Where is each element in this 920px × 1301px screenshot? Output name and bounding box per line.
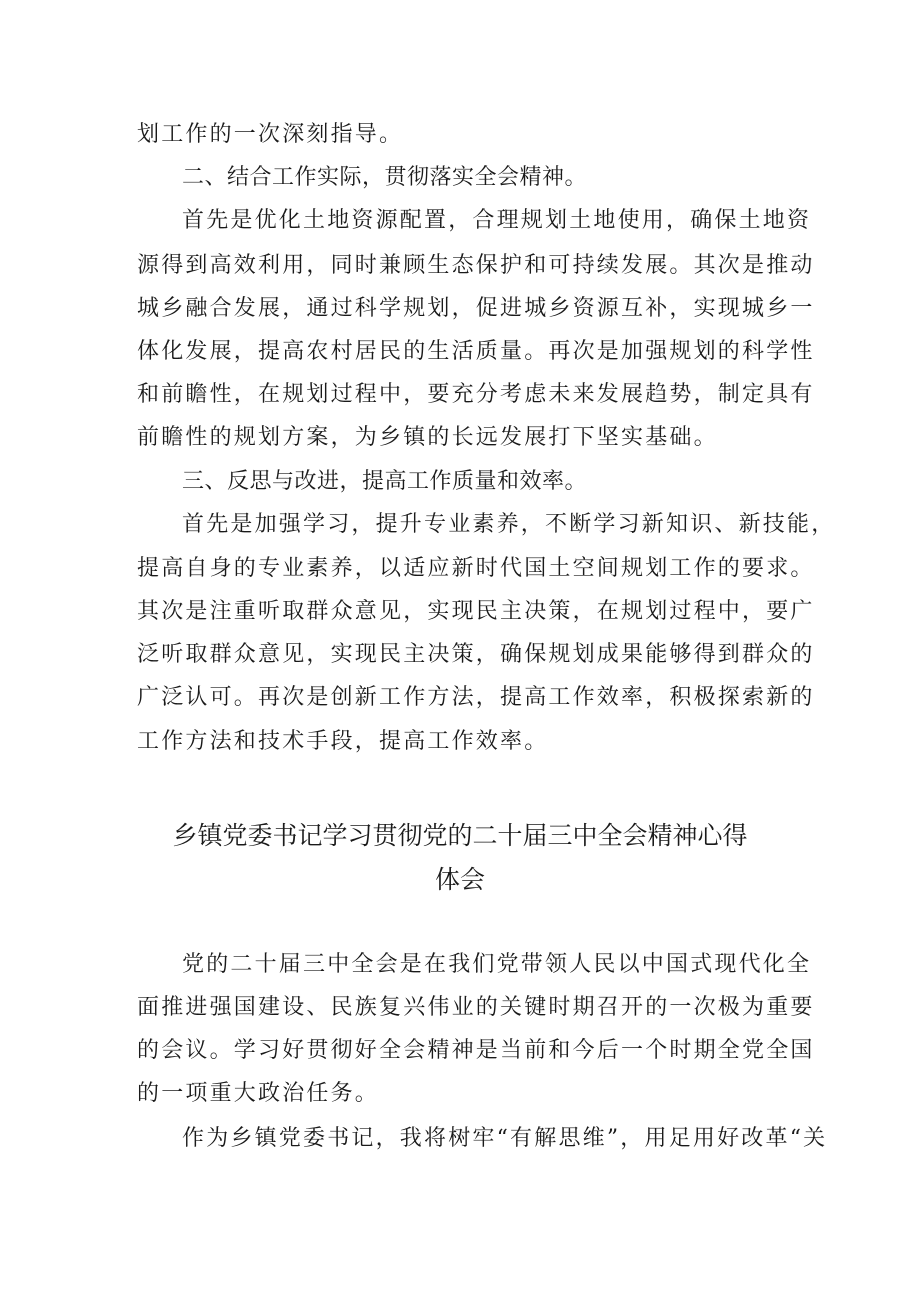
article-para1-line: 的一项重大政治任务。 [137,1081,380,1106]
section2-heading: 二、结合工作实际，贯彻落实全会精神。 [182,165,588,190]
section2-line: 首先是优化土地资源配置，合理规划土地使用，确保土地资 [182,208,812,233]
section3-line: 提高自身的专业素养，以适应新时代国土空间规划工作的要求。 [137,556,815,581]
section3-line: 泛听取群众意见，实现民主决策，确保规划成果能够得到群众的 [137,642,815,667]
section2-line: 源得到高效利用，同时兼顾生态保护和可持续发展。其次是推动 [137,253,815,278]
section2-line: 体化发展，提高农村居民的生活质量。再次是加强规划的科学性 [137,339,815,364]
section3-line: 首先是加强学习，提升专业素养，不断学习新知识、新技能， [182,512,836,537]
section3-line: 广泛认可。再次是创新工作方法，提高工作效率，积极探索新的 [137,685,815,710]
article-title-line1: 乡镇党委书记学习贯彻党的二十届三中全会精神心得 [172,821,748,850]
section2-line: 城乡融合发展，通过科学规划，促进城乡资源互补，实现城乡一 [137,296,815,321]
section1-tail: 划工作的一次深刻指导。 [137,122,404,147]
article-title-line2: 体会 [434,865,485,894]
article-para1-line: 的会议。学习好贯彻好全会精神是当前和今后一个时期全党全国 [137,1038,815,1063]
section3-heading: 三、反思与改进，提高工作质量和效率。 [182,469,588,494]
section3-line: 其次是注重听取群众意见，实现民主决策，在规划过程中，要广 [137,599,815,624]
section2-line: 前瞻性的规划方案，为乡镇的长远发展打下坚实基础。 [137,425,718,450]
section3-line: 工作方法和技术手段，提高工作效率。 [137,729,549,754]
article-para2-line: 作为乡镇党委书记，我将树牢“有解思维”，用足用好改革“关 [182,1126,828,1151]
article-para1-line: 党的二十届三中全会是在我们党带领人民以中国式现代化全 [182,952,812,977]
article-para1-line: 面推进强国建设、民族复兴伟业的关键时期召开的一次极为重要 [137,995,815,1020]
section2-line: 和前瞻性，在规划过程中，要充分考虑未来发展趋势，制定具有 [137,382,815,407]
